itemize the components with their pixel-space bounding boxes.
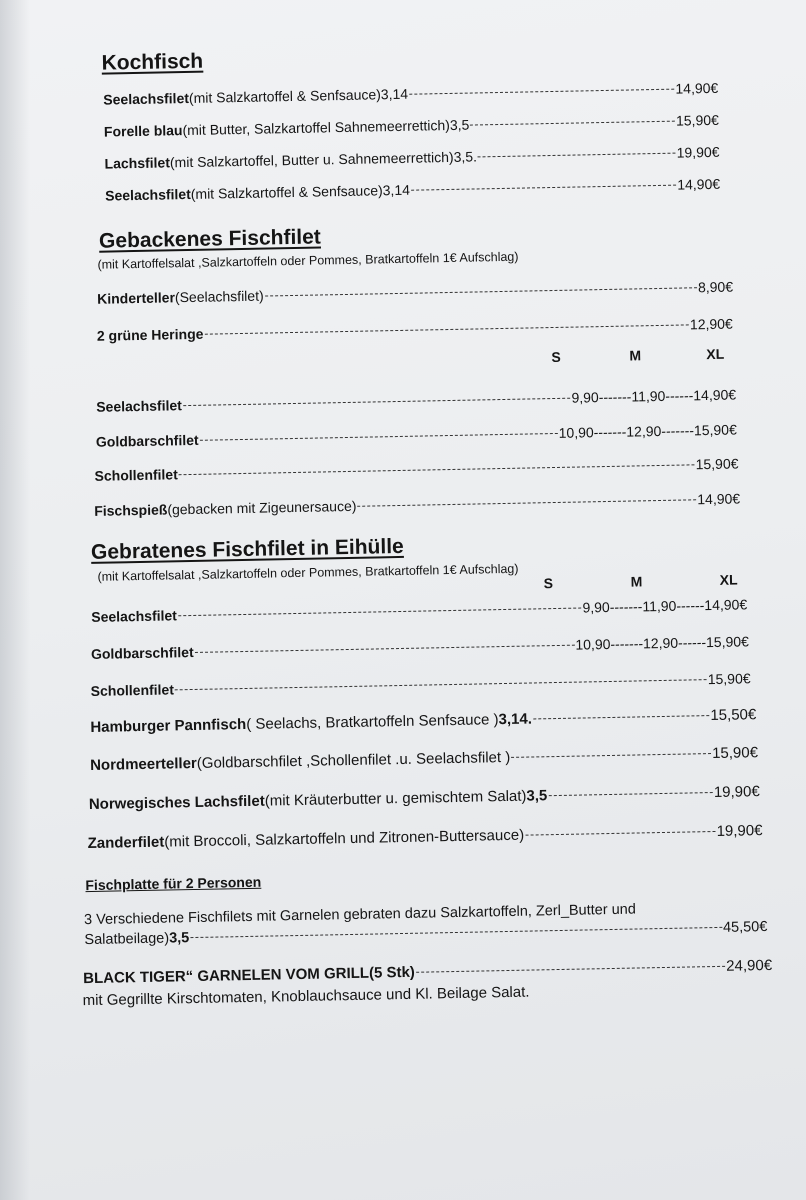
item-desc: (mit Salzkartoffel & Senfsauce)3,14 — [188, 85, 409, 106]
size-m: M — [629, 347, 642, 364]
garnelen-row — [83, 957, 772, 987]
item-price: 19,90€ — [676, 143, 720, 161]
leader-line — [200, 433, 558, 441]
section-title-gebacken: Gebackenes Fischfilet — [98, 225, 322, 253]
item-price: 14,90€ — [675, 79, 719, 97]
leader-line — [478, 153, 676, 158]
item-name: Seelachsfilet — [91, 607, 178, 625]
leader-line — [533, 715, 709, 719]
item-price: 10,90-------12,90-------15,90€ — [558, 421, 737, 441]
leader-line — [548, 792, 713, 796]
leader-line — [265, 287, 697, 296]
menu-item — [90, 706, 756, 736]
item-desc: (mit Kräuterbutter u. gemischtem Salat) — [264, 787, 527, 810]
item-price: 19,90€ — [713, 783, 760, 802]
item-desc: (mit Salzkartoffel, Butter u. Sahnemeerrettich)3,5. — [169, 148, 478, 171]
item-price: 14,90€ — [697, 490, 741, 508]
item-name: Fischspieß — [94, 501, 168, 519]
leader-line — [411, 185, 676, 191]
item-desc: (Goldbarschfilet ,Schollenfilet .u. Seelachsfilet ) — [196, 748, 511, 772]
item-desc: (mit Butter, Salzkartoffel Sahnemeerrettich)3,5 — [182, 116, 470, 139]
menu-item — [91, 596, 747, 625]
item-price: 15,50€ — [710, 706, 757, 725]
section-title-kochfisch: Kochfisch — [101, 49, 204, 75]
menu-item — [94, 490, 740, 518]
size-xl: XL — [706, 345, 725, 363]
item-name: Forelle blau — [103, 122, 183, 140]
item-name: Lachsfilet — [104, 154, 171, 172]
menu-item — [104, 112, 719, 140]
item-price: 15,90€ — [695, 455, 739, 473]
item-price: 19,90€ — [716, 822, 763, 840]
garnelen-desc: mit Gegrillte Kirschtomaten, Knoblauchsauce und Kl. Beilage Salat. — [82, 983, 530, 1010]
item-name: Hamburger Pannfisch — [90, 715, 247, 736]
item-name: 2 grüne Heringe — [96, 325, 204, 344]
leader-line — [357, 499, 696, 507]
item-desc: ( Seelachs, Bratkartoffeln Senfsauce ) — [246, 711, 499, 733]
item-name: Norwegisches Lachsfilet — [88, 792, 265, 814]
fischplatte-title: Fischplatte für 2 Personen — [85, 873, 262, 894]
leader-line — [178, 608, 582, 617]
item-name: Goldbarschfilet — [90, 643, 194, 662]
leader-line — [416, 966, 725, 973]
leader-line — [470, 121, 675, 126]
item-name: Zanderfilet — [87, 833, 165, 853]
leader-line — [525, 831, 716, 836]
section-note: (mit Kartoffelsalat ,Salzkartoffeln oder Pommes, Bratkartoffeln 1€ Aufschlag) — [97, 249, 519, 272]
item-price: 9,90-------11,90------14,90€ — [582, 596, 748, 616]
leader-line — [190, 927, 722, 938]
leader-line — [195, 645, 575, 653]
item-name: Kinderteller — [97, 289, 176, 307]
fischplatte-desc: 3 Verschiedene Fischfilets mit Garnelen gebraten dazu Salzkartoffeln, Zerl_Butter und — [83, 901, 636, 929]
menu-item — [94, 455, 738, 483]
menu-item — [105, 176, 720, 204]
leader-line — [204, 324, 689, 334]
item-name: Nordmeerteller — [89, 754, 197, 774]
size-xl: XL — [719, 571, 738, 588]
item-allergens: 3,14. — [498, 710, 533, 729]
section-title-gebraten: Gebratenes Fischfilet in Eihülle — [90, 534, 404, 564]
item-price: 15,90€ — [707, 670, 751, 688]
size-s: S — [543, 575, 554, 592]
item-name: Seelachsfilet — [105, 185, 191, 204]
garnelen-name: BLACK TIGER“ GARNELEN VOM GRILL(5 Stk) — [83, 963, 415, 988]
menu-item — [97, 316, 733, 344]
item-name: Schollenfilet — [90, 681, 175, 699]
size-s: S — [551, 348, 561, 366]
item-desc: (gebacken mit Zigeunersauce) — [167, 497, 357, 518]
fischplatte-price: 45,50€ — [722, 919, 768, 936]
item-name: Seelachsfilet — [103, 89, 190, 108]
menu-item — [96, 387, 736, 415]
size-m: M — [630, 573, 643, 590]
leader-line — [183, 398, 571, 406]
leader-line — [511, 753, 711, 758]
item-name: Goldbarschfilet — [95, 431, 199, 450]
item-desc: (Seelachsfilet) — [174, 287, 264, 306]
menu-item — [87, 822, 762, 852]
item-desc: (mit Broccoli, Salzkartoffeln und Zitronen-Buttersauce) — [164, 826, 525, 851]
item-desc: (mit Salzkartoffel & Senfsauce)3,14 — [190, 181, 411, 202]
section-note: (mit Kartoffelsalat ,Salzkartoffeln oder Pommes, Bratkartoffeln 1€ Aufschlag) — [97, 561, 519, 584]
menu-item — [91, 670, 751, 699]
leader-line — [179, 464, 695, 475]
fischplatte-allergens: 3,5 — [168, 930, 190, 947]
menu-item — [97, 279, 733, 307]
menu-item — [91, 633, 749, 662]
menu-item — [89, 783, 760, 813]
item-price: 9,90-------11,90------14,90€ — [571, 386, 737, 406]
leader-line — [409, 89, 674, 95]
item-price: 8,90€ — [697, 278, 734, 296]
item-price: 10,90-------12,90------15,90€ — [575, 633, 750, 653]
item-price: 15,90€ — [711, 744, 759, 763]
item-price: 14,90€ — [677, 175, 721, 193]
menu-item — [103, 80, 718, 108]
menu-item — [96, 422, 737, 450]
leader-line — [175, 679, 707, 690]
item-price: 12,90€ — [689, 315, 733, 333]
item-name: Schollenfilet — [94, 466, 178, 484]
fischplatte-desc-end: Salatbeilage) — [84, 930, 170, 949]
item-name: Seelachsfilet — [96, 397, 182, 415]
item-allergens: 3,5 — [526, 787, 548, 805]
menu-item — [90, 744, 758, 774]
garnelen-price: 24,90€ — [726, 956, 773, 975]
item-price: 15,90€ — [675, 111, 719, 129]
menu-item — [104, 144, 719, 172]
